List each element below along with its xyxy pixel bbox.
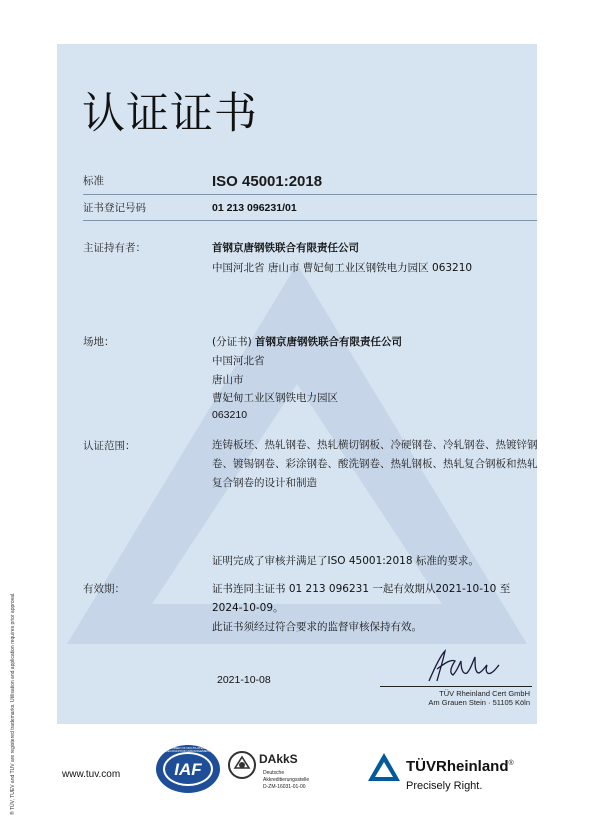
scope-text: 连铸板坯、热轧钢卷、热轧横切钢板、冷硬钢卷、冷轧钢卷、热镀锌钢卷、镀锡钢卷、彩涂钢卷、酸洗钢卷、热轧钢板、热轧复合钢板和热轧复合钢卷的设计和制造 [212, 439, 538, 489]
dakks-logo [227, 746, 327, 796]
divider [83, 220, 537, 221]
signature-image [425, 647, 505, 685]
iaf-ring-text: MEMBER OF MULTILATERAL RECOGNITION ARRANGEMENT [165, 746, 211, 753]
issuer-name: TÜV Rheinland Cert GmbH [439, 689, 530, 698]
website-link[interactable]: www.tuv.com [62, 769, 121, 780]
site-heading [212, 337, 402, 348]
site-prefix: (分证书) [212, 336, 252, 348]
audit-statement: 证明完成了审核并满足了ISO 45001:2018 标准的要求。 [212, 555, 479, 567]
tuv-slogan: Precisely Right. [406, 780, 483, 792]
issue-date: 2021-10-08 [217, 674, 271, 686]
signature-line [380, 686, 532, 687]
iaf-logo [155, 744, 221, 794]
side-trademark-note: ® TÜV, TUEV and TUV are registered trademarks. Utilisation and application requires prior approval. [10, 592, 16, 815]
site-label: 场地： [83, 336, 115, 348]
scope-label: 认证范围： [83, 440, 136, 452]
validity-line: 此证书须经过符合要求的监督审核保持有效。 [212, 621, 422, 633]
tuv-triangle-icon [367, 752, 401, 782]
validity-line: 2024-10-09。 [212, 602, 284, 614]
tuv-brand: TÜVRheinland® [406, 758, 514, 775]
site-line: 唐山市 [212, 374, 244, 386]
registration-label: 证书登记号码 [83, 202, 146, 214]
validity-line: 证书连同主证书 01 213 096231 一起有效期从2021-10-10 至 [212, 583, 511, 595]
site-line: 中国河北省 [212, 355, 265, 367]
site-line: 063210 [212, 409, 248, 421]
issuer-address: Am Grauen Stein · 51105 Köln [428, 698, 530, 707]
holder-name: 首钢京唐钢铁联合有限责任公司 [212, 242, 359, 254]
holder-address: 中国河北省 唐山市 曹妃甸工业区钢铁电力园区 063210 [212, 262, 473, 274]
dakks-line: D-ZM-16031-01-00 [263, 784, 306, 790]
dakks-line: Akkreditierungsstelle [263, 777, 310, 783]
site-name: 首钢京唐钢铁联合有限责任公司 [255, 336, 403, 348]
dakks-emblem-icon [227, 750, 257, 780]
divider [83, 194, 537, 195]
dakks-name: DAkkS [259, 752, 298, 766]
iaf-text: IAF [174, 760, 202, 779]
standard-value: ISO 45001:2018 [212, 173, 323, 190]
registration-value: 01 213 096231/01 [212, 202, 297, 214]
standard-label: 标准 [83, 175, 104, 187]
dakks-line: Deutsche [263, 770, 285, 776]
page-title: 认证证书 [82, 89, 258, 139]
holder-label: 主证持有者： [83, 242, 146, 254]
validity-label: 有效期： [83, 583, 125, 595]
site-line: 曹妃甸工业区钢铁电力园区 [212, 392, 338, 404]
